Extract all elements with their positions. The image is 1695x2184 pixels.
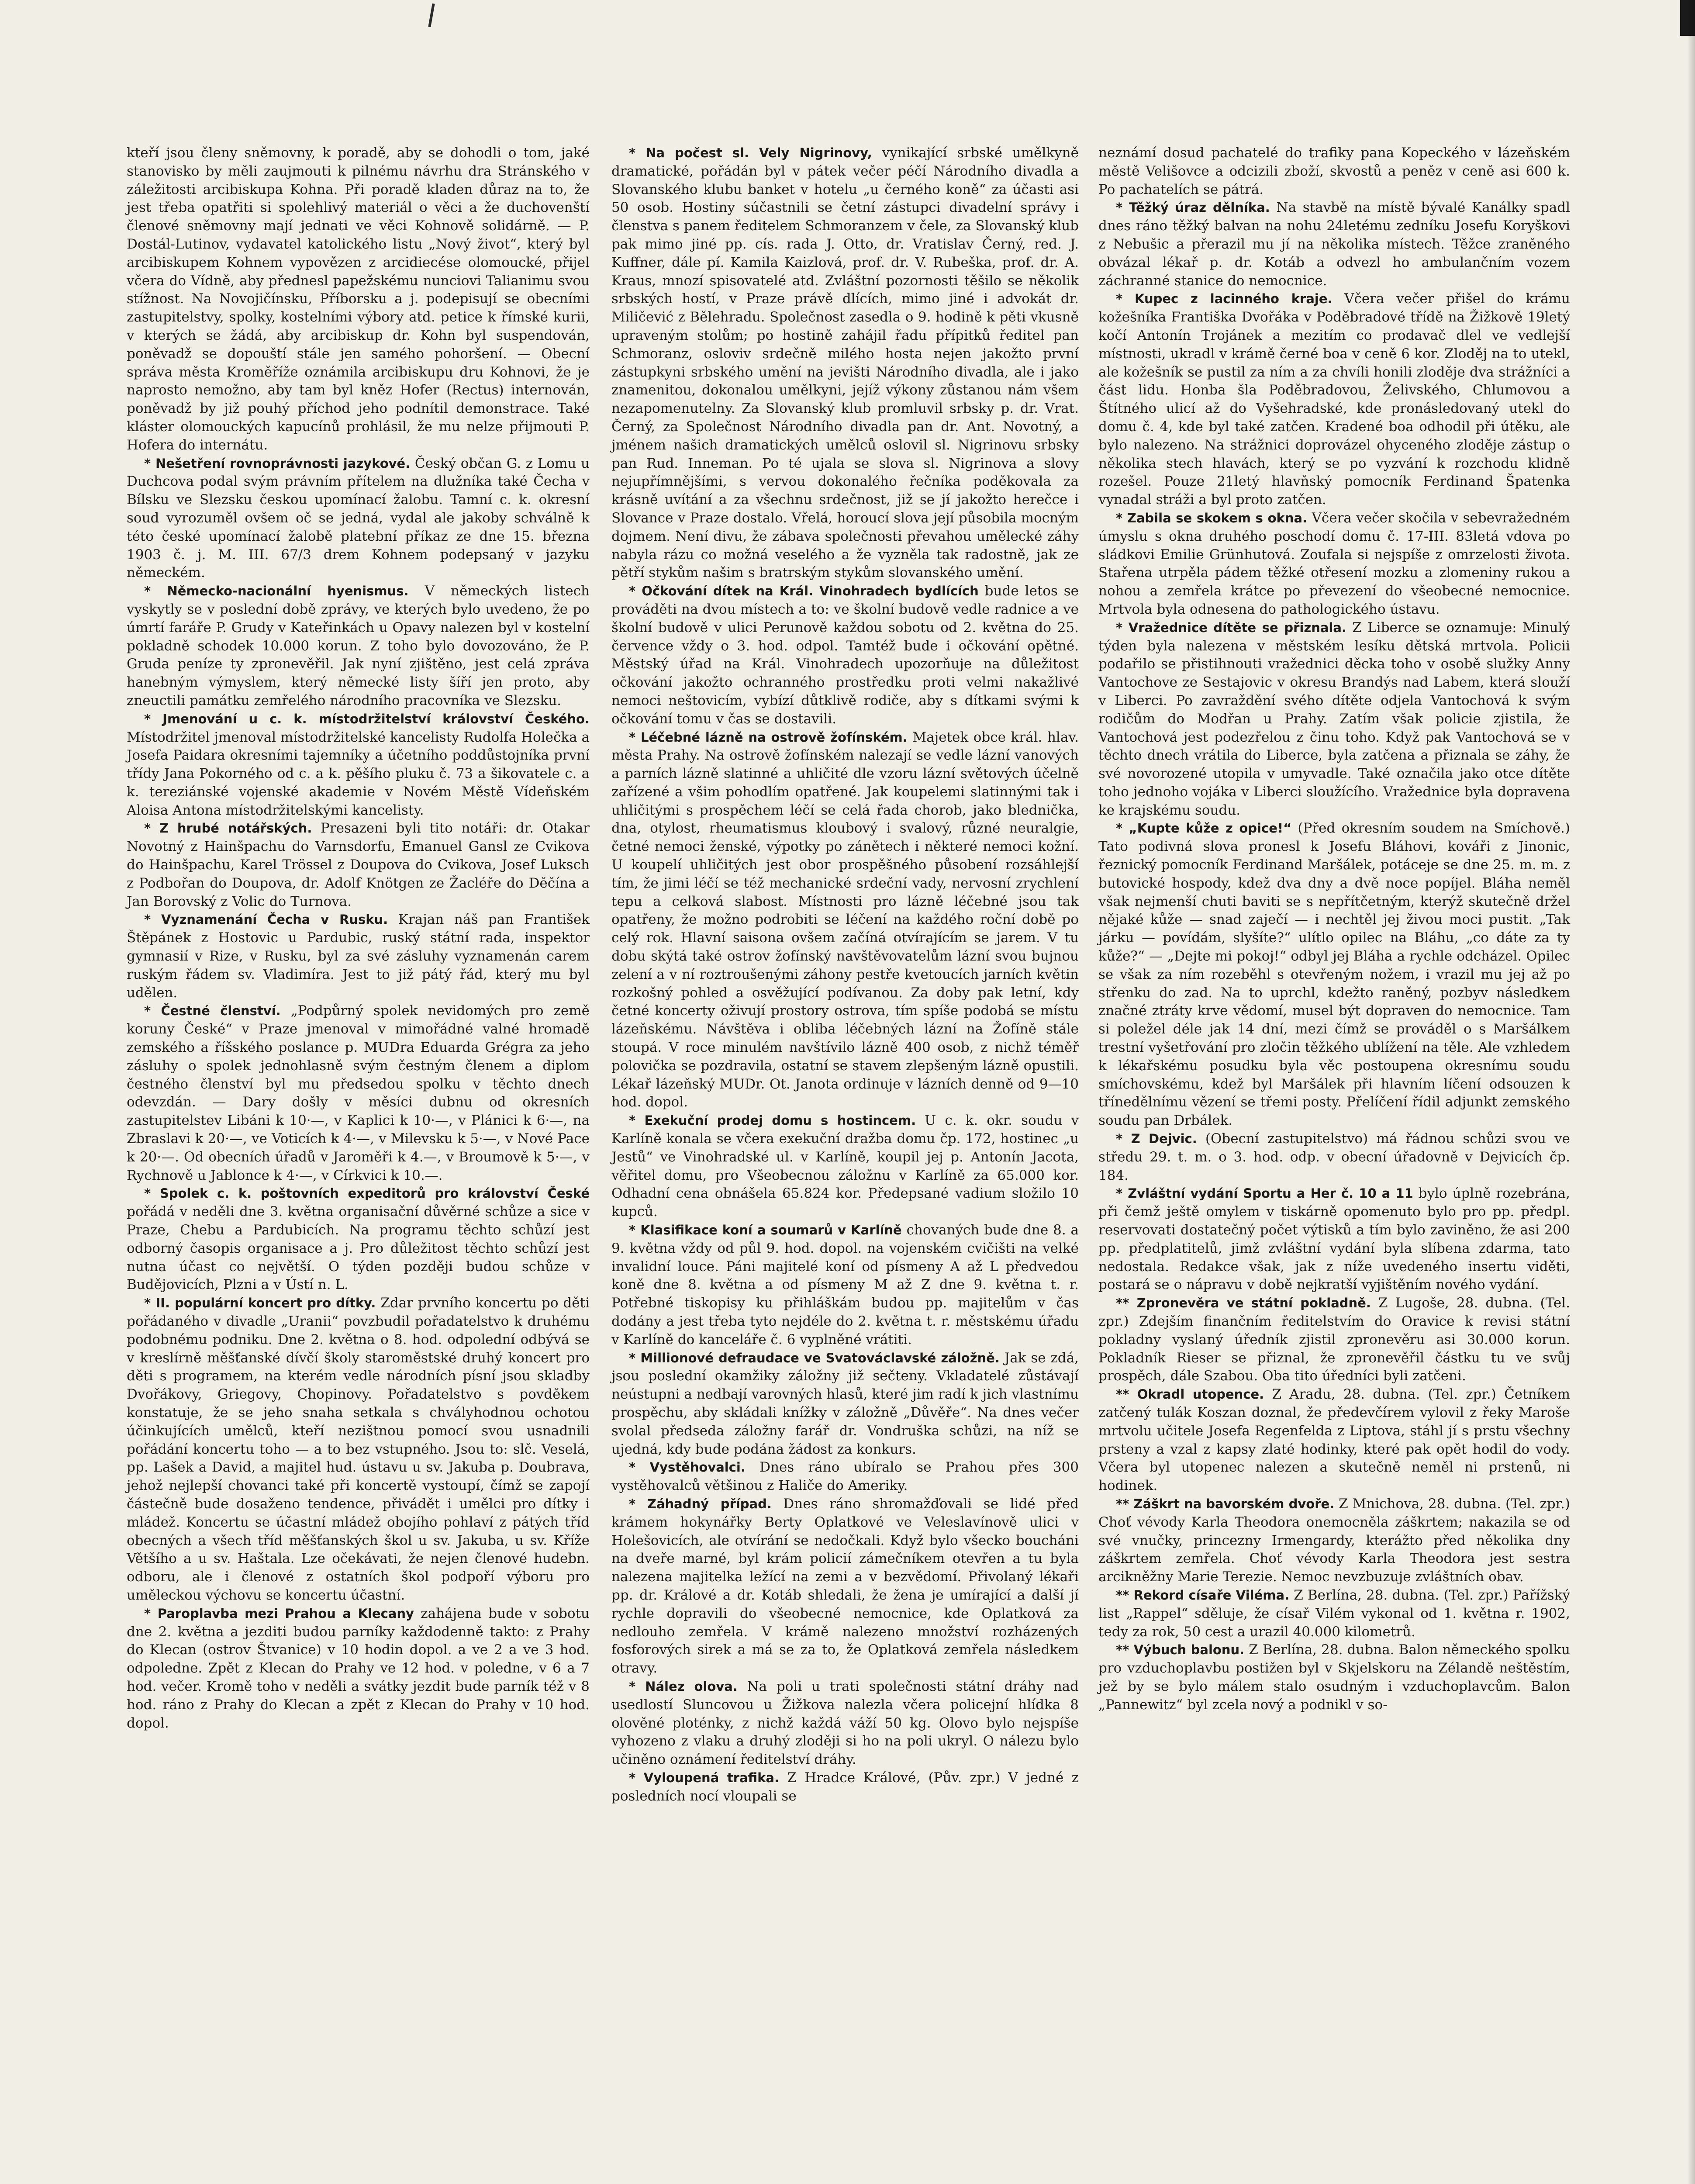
news-item-headline: * Vražednice dítěte se přiznala. xyxy=(1116,620,1346,635)
news-item xyxy=(611,144,1079,582)
news-item-body: Na stavbě na místě bývalé Kanálky spadl dnes ráno těžký balvan na nohu 24letému zedníku Josefu Koryškovi z Nebušic a přerazil mu jí na několika místech. Těžce zraněného obvázal lékař p. dr. Kotáb a odvezl ho ambulančním vozem záchranné stanice do nemocnice. xyxy=(1098,200,1571,289)
news-item xyxy=(127,710,590,820)
news-item xyxy=(611,1221,1079,1349)
news-item-headline: * Těžký úraz dělníka. xyxy=(1116,200,1270,215)
news-item-body: Presazeni byli tito notáři: dr. Otakar Novotný z Hainšpachu do Varnsdorfu, Emanuel Gansl ze Cvikova do Hainšpachu, Karel Trössel z Doupova do Cvikova, Josef Luksch z Podbořan do Doupova, dr. Adolf Knötgen ze Žacléře do Děčína a Jan Borovský z Volic do Turnova. xyxy=(127,820,590,909)
news-item-headline: * Německo-nacionální hyenismus. xyxy=(144,584,409,599)
news-item-body: Včera večer skočila v sebevražedném úmyslu s okna druhého poschodí domu č. 17-III. 83letá vdova po sládkovi Emilie Grünhutová. Zoufala si nejspíše z omrzelosti života. Stařena utrpěla pádem těžké otřesení mozku a zlomeniny rukou a nohou a zemřela krátce po převezení do všeobecné nemocnice. Mrtvola byla odnesena do pathologického ústavu. xyxy=(1098,510,1570,617)
news-item-body: „Podpůrný spolek nevidomých pro země koruny České“ v Praze jmenoval v mimořádné valné hromadě zemského a říšského poslance p. MUDra Eduarda Grégra za jeho zásluhy o spolek jednohlasně svým čestným členem a diplom čestného členství byl mu předsedou spolku v těchto dnech odevzdán. — Dary došly v měsíci dubnu od okresních zastupitelstev Libáni k 10·—, v Kaplici k 10·—, v Plánici k 6·—, na Zbraslavi k 20·—, ve Voticích k 4·—, v Milevsku k 5·—, v Nové Pace k 20·—. Od obecních úřadů v Jaroměři k 4.—, v Broumově k 5·—, v Rychnově u Jablonce k 4·—, v Církvici k 10.—. xyxy=(127,1003,590,1183)
news-item-headline: * Z hrubé notářských. xyxy=(144,821,312,836)
news-item-headline: * „Kupte kůže z opice!“ xyxy=(1116,821,1292,836)
news-item-body: neznámí dosud pachatelé do trafiky pana Kopeckého v lázeňském městě Velišovce a odcizili zboží, skvostů a peněz v ceně asi 600 k. Po pachatelích se pátrá. xyxy=(1098,145,1570,197)
news-item-body: bylo úplně rozebrána, při čemž ještě omylem v tiskárně opomenuto bylo pro pp. předpl. reservovati dostatečný počet výtisků a tím bylo zaviněno, že asi 200 pp. předplatitelů, jimž zvláštní vydání byla slíbena zdarma, tato nedostala. Redakce však, jak z níže uvedeného insertu viděti, postará se o nápravu v době nejkratší vyjištěním nového vydání. xyxy=(1098,1185,1570,1293)
news-item xyxy=(127,582,590,710)
news-item-body: (Obecní zastupitelstvo) má řádnou schůzi svou ve středu 29. t. m. o 3. hod. odp. v obecní úřadovně v Dejvicích čp. 184. xyxy=(1098,1131,1571,1183)
news-item xyxy=(1098,1586,1570,1641)
news-item-body: chovaných bude dne 8. a 9. května vždy od půl 9. hod. dopol. na vojenském cvičišti na velké invalidní louce. Páni majitelé koní od písmeny A až L předvedou koně dne 8. května a od písmeny M až Z dne 9. května t. r. Potřebné tiskopisy ku přihláškám budou pp. majitelům v čas dodány a jest třeba tyto nejdéle do 2. května t. r. městskému úřadu v Karlíně do kanceláře č. 6 vyplněné vrátiti. xyxy=(611,1222,1079,1348)
news-item xyxy=(1098,144,1570,199)
news-item-body: Místodržitel jmenoval místodržitelské kancelisty Rudolfa Holečka a Josefa Paidara okresními tajemníky a účetního poddůstojníka první třídy Jana Pokorného od c. a k. pěšího pluku č. 73 a šikovatele c. a k. tereziánské vojenské akademie v Novém Městě Vídeňském Aloisa Antona místodržitelskými kancelisty. xyxy=(127,729,590,818)
news-item xyxy=(127,144,590,455)
news-item-body: pořádá v neděli dne 3. května organisační důvěrné schůze a sice v Praze, Chebu a Pardubicích. Na programu těchto schůzí jest odborný časopis organisace a j. Pro důležitost těchto schůzí jest nutna účast co největší. O týden později budou schůze v Budějovicích, Plzni a v Ústí n. L. xyxy=(127,1204,590,1293)
news-item-body: Včera večer přišel do krámu kožešníka Františka Dvořáka v Poděbradové třídě na Žižkově 19letý kočí Antonín Trojánek a mezitím co prodavač dlel ve vedlejší místnosti, ukradl v krámě černé boa v ceně 6 kor. Zloděj na to utekl, ale kožešník se pustil za ním a za chvíli honili zloděje dva strážníci a část lidu. Honba šla Poděbradovou, Želivského, Chlumovou a Štítného ulicí až do Vyšehradské, kde pronásledovaný utekl do domu č. 4, kde byl také zatčen. Kradené boa odhodil při útěku, ale bylo nalezeno. Na strážnici doprovázel ohyceného zloděje zástup o několika stech hlavách, který se po vyzvání k rozchodu klidně rozešel. Pouze 21letý hlavňský pomocník Ferdinand Špatenka vynadal stráži a byl proto zatčen. xyxy=(1098,291,1570,508)
news-item-headline: ** Okradl utopence. xyxy=(1116,1387,1264,1402)
news-item xyxy=(611,1112,1079,1221)
news-item xyxy=(127,1002,590,1185)
news-item xyxy=(1098,509,1570,619)
news-item-headline: * Exekuční prodej domu s hostincem. xyxy=(629,1113,916,1128)
news-item xyxy=(1098,1294,1570,1386)
news-item-headline: * Čestné členství. xyxy=(144,1003,281,1019)
news-item xyxy=(127,819,590,911)
news-item-headline: * Záhadný případ. xyxy=(629,1496,772,1511)
column-3 xyxy=(1098,144,1570,1714)
news-item-headline: * Léčebné lázně na ostrově žofínském. xyxy=(629,729,908,745)
news-item-headline: ** Rekord císaře Viléma. xyxy=(1116,1587,1290,1603)
news-item-headline: * Vyloupená trafika. xyxy=(629,1770,779,1785)
news-item xyxy=(127,1185,590,1294)
news-item xyxy=(611,1769,1079,1806)
news-item-headline: * Kupec z lacinného kraje. xyxy=(1116,291,1333,307)
news-item xyxy=(611,729,1079,1112)
news-item-body: Majetek obce král. hlav. města Prahy. Na ostrově žofínském nalezají se vedle lázní vanových a parních lázně slatinné a uhličité dle vzoru lázní světových účelně zařízené a všim pohodlím opatřené. Jak koupelemi slatinnými tak i uhličitými s prospěchem léčí se celá řada chorob, jako blednička, dna, otylost, rheumatismus kloubový i svalový, různé neuralgie, četné nemoci ženské, výpotky po zánětech i některé nemoci kožní. U koupelí uhličitých jest obor prospěšného působení rozsáhlejší tím, že jimi léčí se též mechanické srdeční vady, nervosní zrychlení tepu a celková slabost. Místnosti pro lázně léčebné jsou tak opatřeny, že možno podrobiti se léčení na každého roční době po celý rok. Hlavní saisona ovšem začíná otvírajícím se jarem. V tu dobu skýtá také ostrov žofínský navštěvovatelům lázní svou bujnou zelení a v ní roztroušenými záhony pestře kvetoucích jarních květin rozkošný pohled a osvěžující podívanou. Za doby pak letní, kdy četné koncerty oživují prostory ostrova, tím spíše podobá se místu lázeňskému. Návštěva i obliba léčebných lázní na Žofíně stále stoupá. V roce minulém navštívilo lázně 400 osob, z nichž téměř polovička se pozdravila, ostatní se stavem zlepšeným lázně opustili. Lékař lázeňský MUDr. Ot. Janota ordinuje v lázních denně od 9—10 hod. dopol. xyxy=(611,729,1079,1110)
news-item-body: V německých listech vyskytly se v poslední době zprávy, ve kterých bylo uvedeno, že po úmrtí faráře P. Grudy v Kateřinkách u Opavy nalezen byl v kostelní pokladně schodek 10.000 korun. Z toho bylo dovozováno, že P. Gruda peníze ty zpronevěřil. Jak nyní zjištěno, jest celá zpráva hanebným výmyslem, který německé listy šíří jen proto, aby zneuctili památku zemřelého národního pracovníka ve Slezsku. xyxy=(127,583,590,708)
news-item xyxy=(127,1605,590,1733)
news-item xyxy=(611,582,1079,728)
news-item xyxy=(1098,199,1570,290)
news-item-body: vynikající srbské umělkyně dramatické, pořádán byl v pátek večer péčí Národního divadla a Slovanského klubu banket v hotelu „u černého koně“ za účasti asi 50 osob. Hostiny súčastnili se četní zástupci divadelní správy i členstva s panem ředitelem Schmoranzem v čele, za Slovanský klub pak mimo jiné pp. cís. rada J. Otto, dr. Vratislav Černý, red. J. Kuffner, dále pí. Kamila Kaizlová, prof. dr. V. Rubeška, prof. dr. A. Kraus, mnozí spisovatelé atd. Zvláštní pozornosti těšilo se několik srbských hostí, v Praze právě dlících, mimo jiné i advokát dr. Miličević z Bělehradu. Společnost zasedla o 9. hodině k pěti vkusně upraveným stolům; po hostině zahájil řadu přípitků ředitel pan Schmoranz, osloviv srdečně milého hosta nejen jakožto první zástupkyni srbského umění na jevišti Národního divadla, ale i jako znamenitou, dokonalou umělkyni, jejíž výkony zůstanou nám všem nezapomenutelny. Za Slovanský klub promluvil srbsky p. dr. Vrat. Černý, za Společnost Národního divadla pan dr. Ant. Novotný, a jménem našich dramatických umělců oslovil sl. Nigrinovu srbsky pan Rud. Inneman. Po té ujala se slova sl. Nigrinova a slovy nejupřímnějšími, s vervou dokonalého řečníka poděkovala za krásně uvítání a za všechnu srdečnost, již se jí jakožto herečce i Slovance v Praze dostalo. Vřelá, horoucí slova její působila mocným dojmem. Není divu, že zábava společnosti převahou umělecké záhy nabyla rázu co možná veselého a že vyzněla tak radostně, jak ze pětří stykům našim s bratrským stykům slovanského umění. xyxy=(611,145,1079,581)
news-item-headline: * Klasifikace koní a soumarů v Karlíně xyxy=(629,1223,902,1238)
news-item-body: U c. k. okr. soudu v Karlíně konala se včera exekuční dražba domu čp. 172, hostinec „u Jestů“ ve Vinohradské ul. v Karlíně, koupil jej p. Antonín Jacota, věřitel domu, pro Všeobecnou záložnu v Karlíně za 65.000 kor. Odhadní cena obnášela 65.824 kor. Předepsané vadium složilo 10 kupců. xyxy=(611,1113,1079,1220)
page-edge-shadow xyxy=(1687,0,1695,2184)
news-item xyxy=(611,1678,1079,1769)
news-item-body: Dnes ráno ubíralo se Prahou přes 300 vystěhovalců většinou z Haliče do Ameriky. xyxy=(611,1459,1079,1494)
news-item-body: zahájena bude v sobotu dne 2. května a jezditi budou parníky každodenně takto: z Prahy do Klecan (ostrov Štvanice) v 10 hodin dopol. a ve 2 a ve 3 hod. odpoledne. Zpět z Klecan do Prahy ve 12 hod. v poledne, v 6 a 7 hod. večer. Kromě toho v neděli a svátky jezdit bude parník též v 8 hod. ráno z Prahy do Klecan a zpět z Klecan do Prahy v 10 hod. dopol. xyxy=(127,1605,590,1731)
news-item-body: Český občan G. z Lomu u Duchcova podal svým právním přítelem na dlužníka také Čecha v Bílsku ve Slezsku českou upomínací žalobu. Tamní c. k. okresní soud vyrozuměl ovšem oč se jedná, vydal ale jakoby schválně k této české upomínací žalobě platební příkaz ze dne 15. března 1903 č. j. M. III. 67/3 drem Kohnem podepsaný v jazyku německém. xyxy=(127,455,590,581)
news-item-headline: * Millionové defraudace ve Svatováclavské záložně. xyxy=(629,1350,1000,1365)
news-item-body: Z Lugoše, 28. dubna. (Tel. zpr.) Zdejším finančním ředitelstvím do Oravice k revisi státní pokladny vyslaný úředník zjistil zpronevěru asi 30.000 korun. Pokladník Rieser se přiznal, že zpronevěřil částku tu ve svůj prospěch, dále Szabou. Oba tito úředníci byli zatčeni. xyxy=(1098,1295,1570,1384)
news-item xyxy=(127,1294,590,1605)
news-item-headline: ** Zpronevěra ve státní pokladně. xyxy=(1116,1296,1371,1311)
news-item xyxy=(1098,1386,1570,1495)
news-item-headline: * Vystěhovalci. xyxy=(629,1460,746,1475)
news-item-body: Jak se zdá, jsou poslední okamžiky záložny již sečteny. Vkladatelé zůstávají neústupni a nedbají varovných hlasů, které jim radí k jich vlastnímu prospěchu, aby skládali knížky v záložně „Důvěře“. Na dnes večer svolal předseda záložny farář dr. Vondruška schůzi, na níž se ujedná, kdy bude podána žádost za konkurs. xyxy=(611,1350,1079,1457)
news-item-headline: * Zabila se skokem s okna. xyxy=(1116,510,1308,525)
news-item xyxy=(611,1349,1079,1459)
news-item-headline: * Nešetření rovnoprávnosti jazykové. xyxy=(144,456,411,471)
news-item-headline: * Paroplavba mezi Prahou a Klecany xyxy=(144,1606,414,1621)
news-item xyxy=(1098,619,1570,820)
news-item-headline: * Vyznamenání Čecha v Rusku. xyxy=(144,912,388,927)
news-item-body: Z Berlína, 28. dubna. Balon německého spolku pro vzduchoplavbu postižen byl v Skjelskoru na Zélandě neštěstím, jež by se bylo málem stalo osudným i vzduchoplavcům. Balon „Pannewitz“ byl zcela nový a podnikl v so- xyxy=(1098,1642,1570,1713)
news-item-body: bude letos se prováděti na dvou místech a to: ve školní budově vedle radnice a ve školní budově v ulici Perunově každou sobotu od 2. května do 25. července vždy o 3. hod. odpol. Tamtéž bude i očkování opětné. Městský úřad na Král. Vinohradech upozorňuje na důležitost očkování jakožto ochranného prostředku proti velmi nakažlivé nemoci neštovicím, vybízí důtklivě rodiče, aby s dítkami svými k očkování tomu v čas se dostavili. xyxy=(611,583,1079,727)
news-item xyxy=(127,455,590,583)
news-item xyxy=(1098,1641,1570,1714)
column-2 xyxy=(611,144,1079,1806)
news-item xyxy=(611,1495,1079,1678)
news-item-body: Z Liberce se oznamuje: Minulý týden byla nalezena v městském lesíku dětská mrtvola. Policii podařilo se přistihnouti vražednici děcka toho v osobě služky Anny Vantochove ze Sestajovic v okresu Brandýs nad Labem, která slouží v Liberci. Po zavraždění svého dítěte odjela Vantochová k svým rodičům do Modřan u Prahy. Zatím však policie zjistila, že Vantochová jest podezřelou z činu toho. Když pak Vantochová se v těchto dnech vrátila do Liberce, byla zatčena a přiznala se záhy, že své novorozené utopila v umyvadle. Také označila jako otce dítěte toho jednoho vojáka v Liberci sloužícího. Vražednice byla dopravena ke krajskému soudu. xyxy=(1098,619,1570,818)
news-item-headline: * II. populární koncert pro dítky. xyxy=(144,1296,376,1311)
column-1 xyxy=(127,144,590,1732)
news-item-body: Na poli u trati společnosti státní dráhy nad usedlostí Sluncovou u Žižkova nalezla včera policejní hlídka 8 olověné ploténky, z nichž každá váží 50 kg. Olovo bylo nejspíše vyhozeno z vlaku a druhý zloději si ho na poli ukryl. O nálezu bylo učiněno oznámení ředitelství dráhy. xyxy=(611,1678,1079,1768)
news-item-headline: * Jmenování u c. k. místodržitelství království Českého. xyxy=(144,711,590,726)
news-item-headline: ** Výbuch balonu. xyxy=(1116,1642,1245,1658)
news-item-headline: * Nález olova. xyxy=(629,1679,738,1694)
news-item-headline: * Očkování dítek na Král. Vinohradech bydlících xyxy=(629,584,979,599)
news-item-headline: * Zvláštní vydání Sportu a Her č. 10 a 11 xyxy=(1116,1186,1413,1201)
news-item-body: Z Berlína, 28. dubna. (Tel. zpr.) Pařížský list „Rappel“ sděluje, že císař Vilém vykonal od 1. května r. 1902, tedy za rok, 50 cest a urazil 40.000 kilometrů. xyxy=(1098,1587,1570,1640)
news-item-body: kteří jsou členy sněmovny, k poradě, aby se dohodli o tom, jaké stanovisko by měli zaujmouti k pilnému návrhu dra Stránského v záležitosti arcibiskupa Kohna. Při poradě kladen důraz na to, že jest třeba opatřiti si spolehlivý materiál o věci a že duchovenští členové sněmovny mají jednati ve věci Kohnově solidárně. — P. Dostál-Lutinov, vydavatel katolického listu „Nový život“, který byl arcibiskupem Kohnem vypovězen z arcidiecése olomoucké, přijel včera do Vídně, aby přednesl papežskému nunciovi Talianimu svou stížnost. Na Novojičínsku, Příborsku a j. podepisují se obecními zastupitelstvy, spolky, kostelními výbory atd. petice k římské kurii, v kterých se žádá, aby arcibiskup dr. Kohn byl suspendován, poněvadž se dopouští stále jen samého pohoršení. — Obecní správa města Kroměříže oznámila arcibiskupu dru Kohnovi, že je naprosto nemožno, aby tam byl kněz Hofer (Rectus) internován, poněvadž by již pouhý příchod jeho podnítil demonstrace. Také kláster olomouckých kapucínů prohlásil, že mu nelze přijmouti P. Hofera do internátu. xyxy=(127,145,590,453)
news-item xyxy=(1098,1130,1570,1185)
news-item-body: (Před okresním soudem na Smíchově.) Tato podivná slova pronesl k Josefu Bláhovi, kováři z Jinonic, řeznický pomocník Ferdinand Maršálek, potáceje se dne 25. m. m. z butovické hospody, kdež dva dny a dvě noce popíjel. Bláha neměl však nejmenší chuti baviti se s nepřítčetným, kterýž skutečně držel nějaké kůže — snad zaječí — i nechtěl jej živou moci pustit. „Tak járku — povídám, slyšíte?“ ulítlo opilec na Bláhu, „co dáte za ty kůže?“ — „Dejte mi pokoj!“ odbyl jej Bláha a rychle odcházel. Opilec se však za ním rozeběhl s otevřeným nožem, i vrazil mu jej až po střenku do zad. Na to uprchl, kdežto raněný, pozbyv následkem značné ztráty krve vědomí, musel být dopraven do nemocnice. Tam si poležel déle jak 14 dní, mezi čímž se prováděl o s Maršálkem trestní vyšetřování pro zločin těžkého ublížení na těle. Ale vzhledem k lékařskému posudku byla věc postoupena okresnímu soudu smíchovskému, kdež byl Maršálek při hlavním líčení odsouzen k třínedělnímu vězení se třemi posty. Přelíčení řídil adjunkt zemského soudu pan Drbálek. xyxy=(1098,820,1570,1129)
news-item-headline: * Spolek c. k. poštovních expeditorů pro království České xyxy=(144,1186,590,1201)
news-item xyxy=(1098,1495,1570,1586)
news-item-body: Z Hradce Králové, (Pův. zpr.) V jedné z posledních nocí vloupali se xyxy=(611,1769,1079,1804)
news-item xyxy=(127,911,590,1002)
news-item xyxy=(1098,819,1570,1130)
news-item xyxy=(611,1458,1079,1495)
news-item-headline: * Na počest sl. Vely Nigrinovy, xyxy=(629,145,872,160)
news-item-body: Krajan náš pan František Štěpánek z Hostovic u Pardubic, ruský státní rada, inspektor gymnasií v Rize, v Rusku, byl za své zásluhy vyznamenán carem ruským řádem sv. Vladimíra. Jest to již pátý řád, který mu byl udělen. xyxy=(127,912,590,1001)
news-item-body: Zdar prvního koncertu po děti pořádaného v divadle „Uranii“ povzbudil pořadatelstvo k druhému podobnému podniku. Dne 2. května o 8. hod. odpolední odbývá se v kreslírně měšťanské dívčí školy staroměstské druhý koncert pro děti s programem, na kterém vedle národních písní jsou skladby Dvořákovy, Griegovy, Chopinovy. Pořadatelstvo s povděkem konstatuje, že se jeho snaha setkala s chvályhodnou ochotou účinkujících umělců, kteří nezištnou pomocí svou usnadnili pořádání koncertu toho — a to bez vstupného. Jsou to: slč. Veselá, pp. Lašek a David, a majitel hud. ústavu u sv. Jakuba p. Doubrava, jehož nejlepší chovanci také při koncertě vystoupí, čímž se zapojí částečně bude dosaženo tendence, přivádět i umělci pro dítky i mládež. Koncertu se účastní mládež obojího pohlaví z pátých tříd obecných a všech tříd měšťanských škol u sv. Jakuba, u sv. Kříže Většího a u sv. Haštala. Lze očekávati, že nejen členové hudebn. odboru, ale i členové z ostatních škol podpoří výboru pro uměleckou výchovu se koncertu účastní. xyxy=(127,1295,590,1603)
news-item-body: Z Aradu, 28. dubna. (Tel. zpr.) Četníkem zatčený tulák Koszan doznal, že předevčírem vylovil z řeky Maroše mrtvolu učitele Josefa Regenfelda z Liptova, stáhl jí s prstu všechny prsteny a vzal z kapsy zlaté hodinky, které pak opět hodil do vody. Včera byl utopenec nalezen a skutečně neměl ni prstenů, ni hodinek. xyxy=(1098,1386,1570,1494)
news-item-body: Z Mnichova, 28. dubna. (Tel. zpr.) Choť vévody Karla Theodora onemocněla záškrtem; nakazila se od své vnučky, princezny Irmengardy, kterážto před několika dny záškrtem zemřela. Choť vévody Karla Theodora jest sestra arcikněžny Marie Terezie. Nemoc nevzbuzuje zvláštních obav. xyxy=(1098,1496,1570,1585)
news-item xyxy=(1098,290,1570,509)
news-item-body: Dnes ráno shromažďovali se lidé před krámem hokynářky Berty Oplatkové ve Veleslavínově ulici v Holešovicích, ale otvírání se nedočkali. Když bylo všecko boucháni na dveře marné, byl krám policií zámečníkem otevřen a tu byla nalezena majitelka ležící na zemi a v bezvědomí. Přivolaný lékaři pp. dr. Králové a dr. Kotáb shledali, že žena je umírající a další jí rychle dopravili do všeobecné nemocnice, kde Oplatková za nedlouho zemřela. V krámě nalezeno množství rozházených fosforových sirek a má se za to, že Oplatková zemřela následkem otravy. xyxy=(611,1496,1079,1676)
margin-mark xyxy=(428,3,435,27)
news-item-headline: * Z Dejvic. xyxy=(1116,1131,1197,1147)
news-item-headline: ** Záškrt na bavorském dvoře. xyxy=(1116,1496,1335,1511)
news-item xyxy=(1098,1185,1570,1294)
